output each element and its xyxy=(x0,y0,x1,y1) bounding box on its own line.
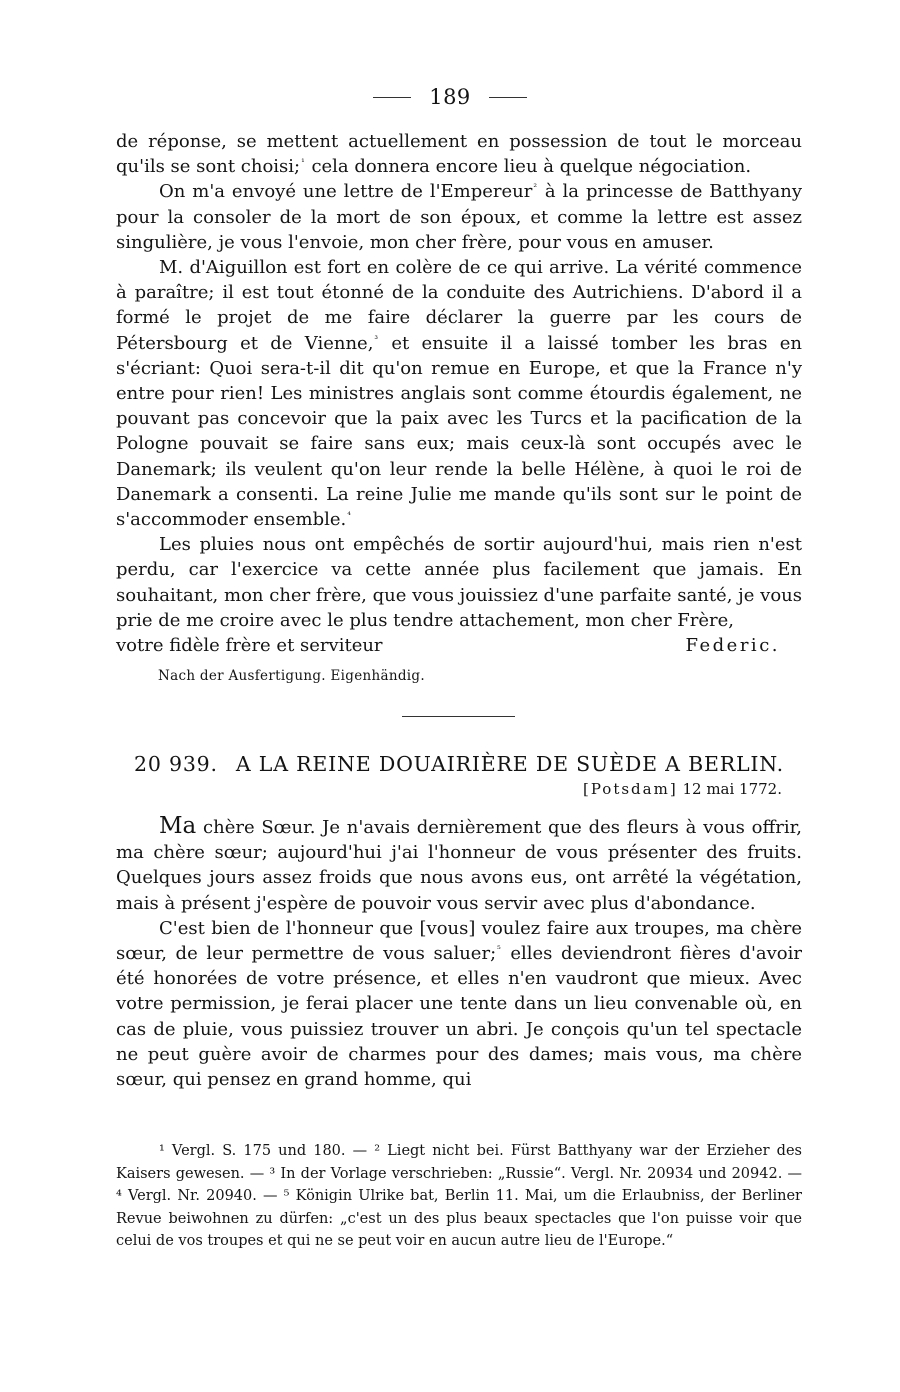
closing-line xyxy=(116,633,802,658)
header-rule-right xyxy=(489,97,527,98)
paragraph: M. d'Aiguillon est fort en colère de ce qui arrive. La vérité commence à paraître; il est tout étonné de la conduite des Autrichiens. D'abord il a formé le projet de me faire déclarer la guerre par les cours de Pétersbourg et de Vienne,$^{^3}$ et ensuite il a laissé tomber les bras en s'écriant: Quoi sera-t-il dit qu'on remue en Europe, et que la France n'y entre pour rien! Les ministres anglais sont comme étourdis également, ne pouvant pas concevoir que la paix avec les Turcs et la pacification de la Pologne pouvait se faire sans eux; mais ceux-là sont occupés avec le Danemark; ils veulent qu'on leur rende la belle Hélène, à quoi le roi de Danemark a consenti. La reine Julie me mande qu'ils sont sur le point de s'accommoder ensemble.$^{^4}$ xyxy=(116,257,802,531)
paragraph: de réponse, se mettent actuellement en possession de tout le morceau qu'ils se sont choisi;$^{^1}$ cela donnera encore lieu à quelque négociation. xyxy=(116,131,802,178)
opening-initial: Ma xyxy=(159,813,197,839)
letter-heading xyxy=(116,752,802,798)
footnote-ref: ⁴ xyxy=(347,511,351,522)
paragraph: C'est bien de l'honneur que [vous] voulez faire aux troupes, ma chère sœur, de leur permettre de vous saluer;$^{^5}$ elles deviendront fières d'avoir été honorées de votre présence, et elles n'en vaudront que mieux. Avec votre permission, je ferai placer une tente dans un lieu convenable où, en cas de pluie, vous puissiez trouver un abri. Je conçois qu'un tel spectacle ne peut guère avoir de charmes pour des dames; mais vous, ma chère sœur, qui pensez en grand homme, qui xyxy=(116,917,802,1091)
footnote-ref: ⁵ xyxy=(497,945,501,956)
letter-place: [Potsdam] xyxy=(582,780,678,798)
letter-number: 20 939. xyxy=(134,752,218,776)
footnote-ref: ² xyxy=(533,183,537,194)
footnote-ref: ³ xyxy=(374,334,379,345)
letter-date: 12 mai 1772. xyxy=(682,780,782,798)
header-rule-left xyxy=(373,97,411,98)
letter-dateline xyxy=(116,780,802,798)
footnote-text: ¹ Vergl. S. 175 und 180. — ² Liegt nicht bei. Fürst Batthyany war der Erzieher des Kaisers gewesen. — ³ In der Vorlage verschrieben: „Russie“. Vergl. Nr. 20934 und 20942. — ⁴ Vergl. Nr. 20940. — ⁵ Königin Ulrike bat, Berlin 11. Mai, um die Erlaubniss, der Berliner Revue beiwohnen zu dürfen: „c'est un des plus beaux spectacles que l'on puisse voir que celui de vos troupes et qui ne se peut voir en aucun autre lieu de l'Europe.“ xyxy=(116,1143,802,1249)
source-note: Nach der Ausfertigung. Eigenhändig. xyxy=(158,668,425,685)
page-number: 189 xyxy=(429,85,471,109)
paragraph: On m'a envoyé une lettre de l'Empereur$^{^2}$ à la princesse de Batthyany pour la consoler de la mort de son époux, et comme la lettre est assez singulière, je vous l'envoie, mon cher frère, pour vous en amuser. xyxy=(116,181,802,253)
section-divider xyxy=(402,716,515,717)
paragraph: Les pluies nous ont empêchés de sortir aujourd'hui, mais rien n'est perdu, car l'exercice va cette année plus facilement que jamais. En souhaitant, mon cher frère, que vous jouissiez d'une parfaite santé, je vous prie de me croire avec le plus tendre attachement, mon cher Frère, xyxy=(116,534,802,631)
footnotes xyxy=(116,1140,802,1253)
letter-title: 20 939. A LA REINE DOUAIRIÈRE DE SUÈDE A BERLIN. xyxy=(134,752,784,776)
paragraph: Ma chère Sœur. Je n'avais dernièrement que des fleurs à vous offrir, ma chère sœur; aujourd'hui j'ai l'honneur de vous présenter des fruits. Quelques jours assez froids que nous avons eus, ont arrêté la végétation, mais à présent j'espère de pouvoir vous servir avec plus d'abondance. xyxy=(116,813,802,914)
signature: Federic. xyxy=(685,635,780,657)
closing-formula: votre fidèle frère et serviteur xyxy=(116,635,383,657)
footnote-ref: ¹ xyxy=(301,158,305,169)
previous-letter-ending xyxy=(116,129,802,689)
page-header xyxy=(0,82,900,112)
letter-body xyxy=(116,814,802,1092)
